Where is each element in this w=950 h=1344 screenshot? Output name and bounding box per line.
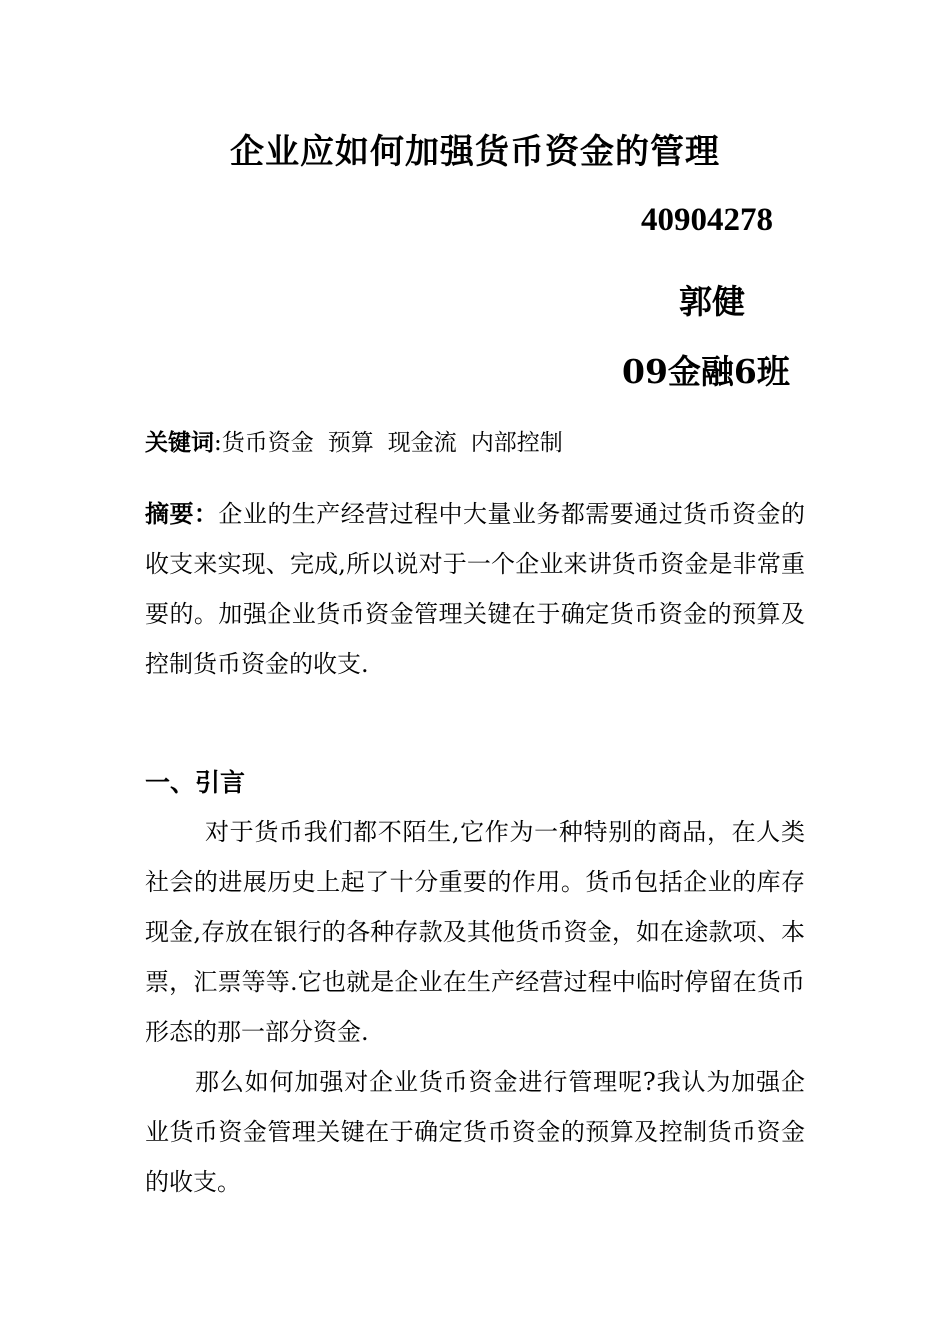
keyword-item: 预算 <box>327 430 374 456</box>
class-name: 09金融6班 <box>622 352 790 391</box>
abstract-text: 企业的生产经营过程中大量业务都需要通过货币资金的收支来实现、完成,所以说对于一个企业来讲货币资金是非常重要的。加强企业货币资金管理关键在于确定货币资金的预算及控制货币资金的收支. <box>145 500 806 678</box>
document-title: 企业应如何加强货币资金的管理 <box>230 132 720 172</box>
student-id: 40904278 <box>641 202 773 238</box>
abstract-block <box>145 489 805 689</box>
author-name: 郭健 <box>679 282 745 321</box>
keywords-line <box>145 424 577 457</box>
abstract-label: 摘要： <box>145 499 219 528</box>
keyword-item: 现金流 <box>387 430 457 456</box>
keyword-item: 货币资金 <box>221 430 314 456</box>
section-heading: 一、引言 <box>145 768 246 797</box>
body-paragraph: 那么如何加强对企业货币资金进行管理呢?我认为加强企业货币资金管理关键在于确定货币资金的预算及控制货币资金的收支。 <box>145 1068 805 1196</box>
keywords-label: 关键词 <box>145 429 214 456</box>
keywords-separator: : <box>214 430 222 456</box>
keyword-item: 内部控制 <box>470 430 563 456</box>
body-paragraph: 对于货币我们都不陌生,它作为一种特别的商品，在人类社会的进展历史上起了十分重要的作用。货币包括企业的库存现金,存放在银行的各种存款及其他货币资金，如在途款项、本票，汇票等等.它也就是企业在生产经营过程中临时停留在货币形态的那一部分资金. <box>145 818 805 1046</box>
